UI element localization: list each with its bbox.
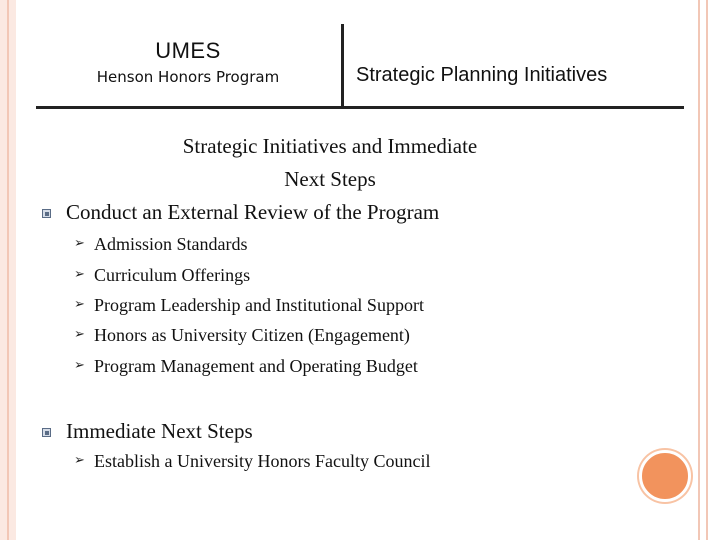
- list-item: Program Management and Operating Budget: [94, 356, 418, 376]
- arrow-bullet-icon: ➢: [74, 327, 85, 342]
- arrow-bullet-icon: ➢: [74, 267, 85, 282]
- square-bullet-icon: [42, 209, 51, 218]
- section-heading: Immediate Next Steps: [66, 419, 253, 443]
- arrow-bullet-icon: ➢: [74, 297, 85, 312]
- left-decorative-border: [0, 0, 16, 540]
- right-decorative-border: [684, 0, 720, 540]
- list-item: Admission Standards: [94, 234, 248, 254]
- list-item: Curriculum Offerings: [94, 265, 251, 285]
- slide-title-line2: Next Steps: [284, 167, 376, 191]
- list-item: Honors as University Citizen (Engagement): [94, 325, 410, 345]
- border-line: [706, 0, 708, 540]
- decorative-circle: [639, 450, 691, 502]
- org-name: UMES: [155, 38, 221, 63]
- list-item: Establish a University Honors Faculty Council: [94, 451, 431, 471]
- arrow-bullet-icon: ➢: [74, 236, 85, 251]
- slide-title-line1: Strategic Initiatives and Immediate: [182, 134, 478, 158]
- header-left: [36, 38, 340, 86]
- slide-title: [130, 130, 530, 196]
- program-name: Henson Honors Program: [96, 68, 280, 86]
- list-item: Program Leadership and Institutional Support: [94, 295, 424, 315]
- arrow-bullet-icon: ➢: [74, 358, 85, 373]
- header-divider: [341, 24, 344, 108]
- arrow-bullet-icon: ➢: [74, 453, 85, 468]
- header-rule: [36, 106, 684, 109]
- border-line: [698, 0, 700, 540]
- square-bullet-icon: [42, 428, 51, 437]
- section-title: Strategic Planning Initiatives: [356, 64, 608, 86]
- section-heading: Conduct an External Review of the Program: [66, 200, 440, 224]
